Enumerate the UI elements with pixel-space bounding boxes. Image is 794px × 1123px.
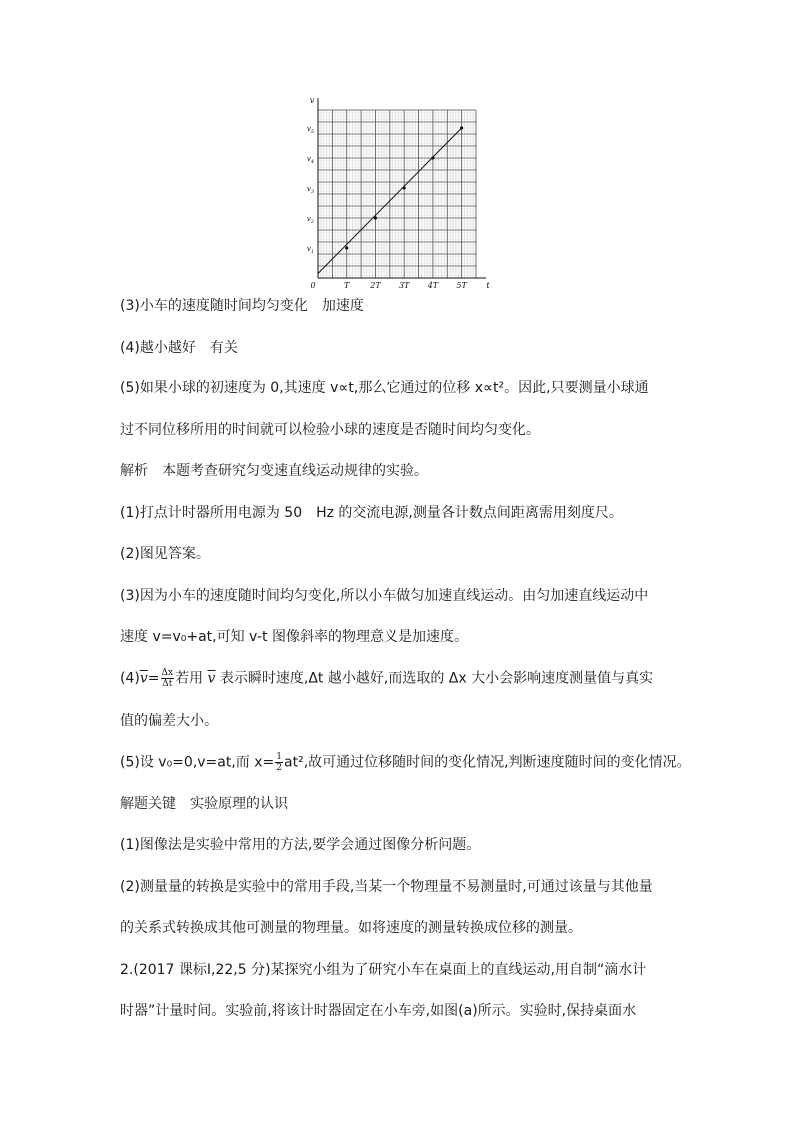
key-point-2-line-1: (2)测量量的转换是实验中的常用手段,当某一个物理量不易测量时,可通过该量与其他量 — [120, 879, 653, 895]
data-point — [460, 126, 463, 129]
y-tick-label: $v_1$ — [306, 245, 314, 255]
fraction-denominator: 2 — [276, 763, 283, 773]
key-point-2-line-2: 的关系式转换成其他可测量的物理量。如将速度的测量转换成位移的测量。 — [120, 920, 582, 936]
data-point — [345, 246, 348, 249]
analysis-3-line-1: (3)因为小车的速度随时间均匀变化,所以小车做匀加速直线运动。由匀加速直线运动中 — [120, 588, 649, 604]
x-tick-label: 3T — [398, 281, 410, 290]
analysis-5-text: at²,故可通过位移随时间的变化情况,判断速度随时间的变化情况。 — [284, 754, 691, 771]
y-tick-label: $v_5$ — [306, 125, 314, 135]
x-tick-label: 2T — [370, 281, 381, 290]
data-point — [374, 216, 377, 219]
key-title: 解题关键 实验原理的认识 — [120, 796, 288, 812]
analysis-4-text: 若用 — [175, 670, 204, 687]
analysis-4-text-2: 表示瞬时速度,Δt 越小越好,而选取的 Δx 大小会影响速度测量值与真实 — [219, 670, 654, 687]
average-velocity-symbol: $\overline{v}$ — [139, 670, 148, 687]
fraction-numerator: Δx — [161, 668, 174, 678]
key-point-1: (1)图像法是实验中常用的方法,要学会通过图像分析问题。 — [120, 837, 481, 853]
analysis-2: (2)图见答案。 — [120, 546, 210, 562]
analysis-3-line-2: 速度 v=v₀+at,可知 v-t 图像斜率的物理意义是加速度。 — [120, 629, 468, 645]
analysis-title: 解析 本题考查研究匀变速直线运动规律的实验。 — [120, 463, 428, 479]
fraction-denominator: Δt — [162, 679, 173, 689]
answer-5-line-2: 过不同位移所用的时间就可以检验小球的速度是否随时间均匀变化。 — [120, 422, 540, 438]
average-velocity-symbol-2: $\overline{v}$ — [207, 670, 216, 687]
y-tick-label: $v_4$ — [306, 155, 314, 165]
answer-4: (4)越小越好 有关 — [120, 340, 238, 356]
analysis-4-line-2: 值的偏差大小。 — [120, 713, 218, 729]
answer-5-line-1: (5)如果小球的初速度为 0,其速度 v∝t,那么它通过的位移 x∝t²。因此,只要测量小球通 — [120, 380, 649, 396]
y-tick-label: $v_2$ — [306, 215, 314, 225]
question-2-line-1: 2.(2017 课标Ⅰ,22,5 分)某探究小组为了研究小车在桌面上的直线运动,用自制“滴水计 — [120, 962, 647, 978]
x-tick-label: T — [344, 281, 350, 290]
analysis-1: (1)打点计时器所用电源为 50 Hz 的交流电源,测量各计数点间距离需用刻度尺。 — [120, 505, 623, 521]
y-axis-label: v — [309, 96, 315, 105]
y-tick-label: $v_3$ — [306, 185, 314, 195]
delta-x-over-delta-t — [161, 668, 175, 689]
analysis-4-prefix: (4) — [120, 670, 140, 687]
x-tick-label: 5T — [456, 281, 467, 290]
fraction-numerator: 1 — [276, 752, 283, 762]
question-2-line-2: 时器”计量时间。实验前,将该计时器固定在小车旁,如图(a)所示。实验时,保持桌面水 — [120, 1003, 637, 1019]
x-axis-label: t — [486, 281, 490, 290]
analysis-5-prefix: (5)设 v₀=0,v=at,而 x= — [120, 754, 275, 771]
data-point — [403, 186, 406, 189]
x-tick-label: 4T — [427, 281, 439, 290]
analysis-4-line-1 — [120, 668, 740, 689]
origin-label: 0 — [310, 281, 316, 290]
data-point — [431, 156, 434, 159]
one-half-fraction — [275, 752, 283, 773]
analysis-4-equals: = — [147, 670, 160, 687]
v-t-graph — [300, 92, 500, 292]
answer-3: (3)小车的速度随时间均匀变化 加速度 — [120, 298, 364, 314]
analysis-5 — [120, 752, 740, 773]
